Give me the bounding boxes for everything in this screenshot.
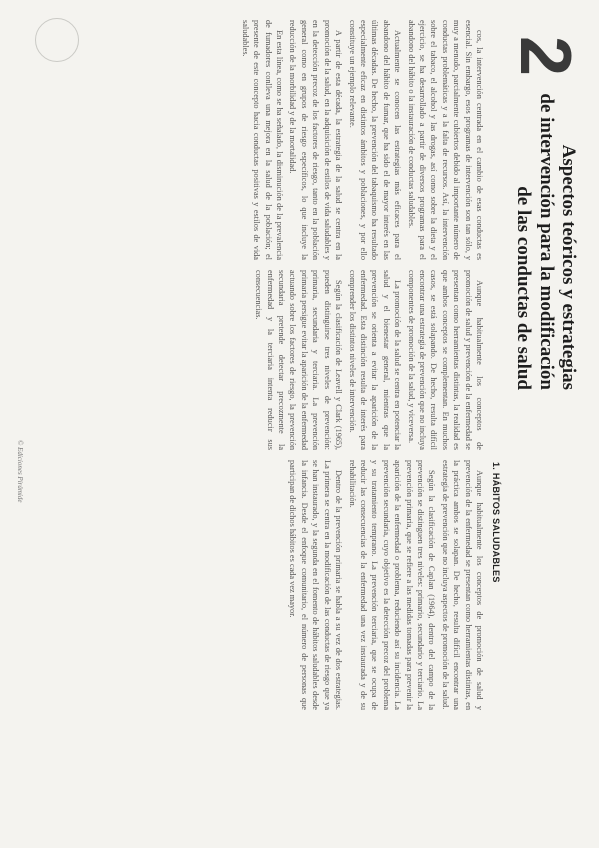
paragraph: La promoción de la salud se centra en potenciar la salud y el bienestar general, mientras que la prevención se orienta a evitar la aparición de la enfermedad. Esta distinción resulta de interés para comprender los distintos niveles de intervención. [347, 270, 403, 450]
chapter-title-line-3: de las conductas de salud [513, 186, 535, 390]
library-seal-icon [35, 18, 79, 62]
paragraph: cos, la intervención centrada en el cambio de esas conductas es esencial. Sin embargo, esos programas de intervención son tan sólo, y muy a menudo, parcialmente cubiertos debido al importante número de conductas problemáticas y a la falta de recursos. Así, la intervención sobre el tabaco, el alcohol y las drogas, así como sobre la dieta y el ejercicio, se ha desarrollado a partir de diversos programas para el abandono del hábito o la instauración de conductas saludables. [406, 20, 484, 260]
paragraph: Actualmente se conocen las estrategias más eficaces para el abandono del hábito de fumar, que ha sido el de mayor interés en las últimas décadas. De hecho, la prevención del tabaquismo ha resultado especialmente eficaz en distintos ámbitos y poblaciones, y por ello constituye un ejemplo relevante. [347, 20, 403, 260]
chapter-number: 2 [505, 36, 585, 77]
paragraph: Dentro de la prevención primaria se habla a su vez de dos estrategias. La primera se centra en la modificación de las conductas de riesgo que ya se han instaurado, y la segunda en el fomento de hábitos saludables desde la infancia. Desde el enfoque comunitario, el número de personas que participan de dichos hábitos es cada vez mayor. [288, 460, 344, 710]
chapter-title-line-1: Aspectos teóricos y estrategias [558, 144, 579, 390]
paragraph: Aunque habitualmente los conceptos de promoción de salud y prevención de la enfermedad se presentan como herramientas distintas, en la práctica ambos se solapan. De hecho, resulta difícil encontrar una estrategia de prevención que no incluya aspectos de promoción de la salud. [440, 460, 484, 710]
section-heading: 1. HÁBITOS SALUDABLES [491, 462, 501, 583]
text-column-right [15, 460, 485, 710]
paragraph: En esta línea, como se ha señalado, la disminución de la prevalencia de fumadores conlleva una mejora en la salud de la población; el presente de este concepto hacia conductas positivas y estilos de vida saludables. [240, 20, 285, 260]
publisher-note: © Ediciones Pirámide [16, 440, 24, 503]
paragraph: Según la clasificación de Caplan (1964), dentro del campo de la prevención se distinguen tres niveles: primario, secundario y terciario. La prevención primaria, que se refiere a las medidas tomadas para prevenir la aparición de la enfermedad o problema, reduciendo así su incidencia. La prevención secundaria, cuyo objetivo es la detección precoz del problema y su tratamiento temprano. La prevención terciaria, que se ocupa de reducir las consecuencias de la enfermedad una vez instaurada y de su rehabilitación. [347, 460, 437, 710]
chapter-title-line-2: de intervención para la modificación [535, 93, 557, 390]
text-column-middle [15, 270, 485, 450]
chapter-title [512, 90, 579, 390]
paragraph: A partir de esta década, la estrategia de la salud se centra en la promoción de la salud, en la adquisición de estilos de vida saludables y en la detección precoz de los factores de riesgo, tanto en la población general como en grupos de riesgo específicos, lo que incluye la reducción de la morbilidad y de la mortalidad. [288, 20, 344, 260]
text-column-left [15, 20, 485, 260]
paragraph: Aunque habitualmente los conceptos de promoción de salud y prevención de la enfermedad se presentan como herramientas distintas, la realidad es que ambos conceptos se complementan. En muchos casos, se está solapando. De hecho, resulta difícil encontrar una estrategia de prevención que no incluya componentes de promoción de la salud, y viceversa. [406, 270, 484, 450]
paragraph: Según la clasificación de Leavell y Clark (1965), pueden distinguirse tres niveles de prevención: primaria, secundaria y terciaria. La prevención primaria persigue evitar la aparición de la enfermedad actuando sobre los factores de riesgo, la prevención secundaria pretende detectar precozmente la enfermedad y la terciaria intenta reducir sus consecuencias. [254, 270, 344, 450]
